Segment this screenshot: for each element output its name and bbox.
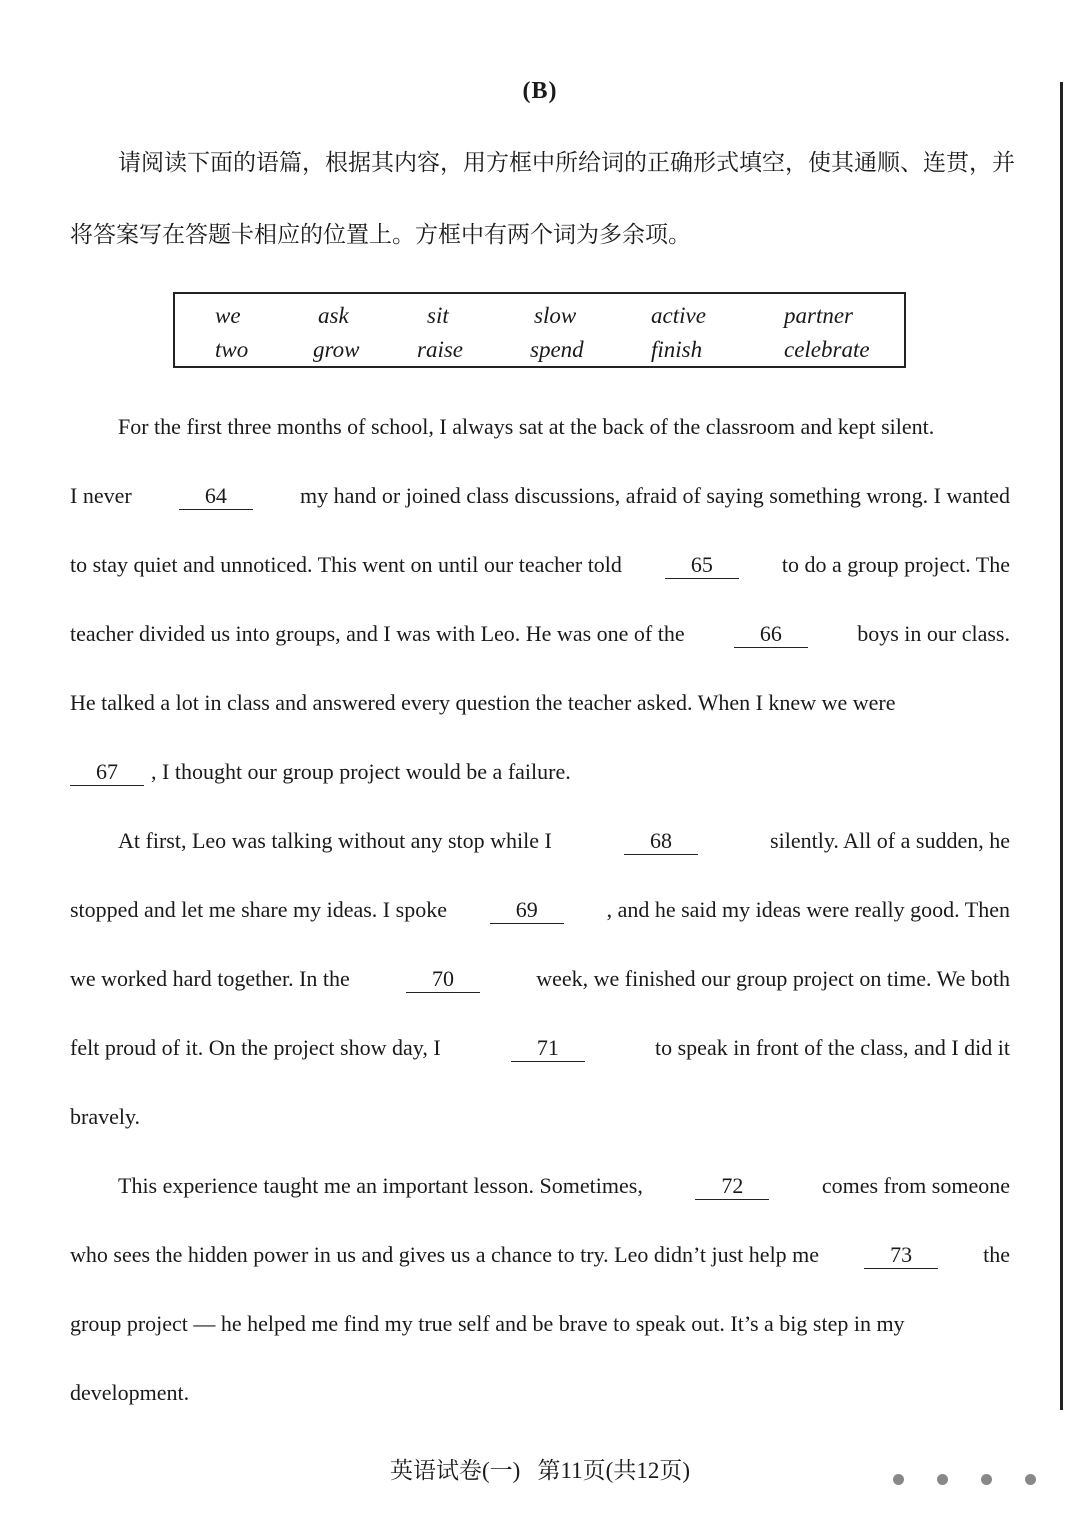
passage-line: This experience taught me an important lesson. Sometimes, 72 comes from someone: [118, 1173, 1010, 1198]
answer-blank-72[interactable]: 72: [695, 1173, 769, 1200]
passage-line: For the first three months of school, I always sat at the back of the classroom and kept silent.: [118, 414, 935, 439]
passage-line: felt proud of it. On the project show day, I 71 to speak in front of the class, and I did it: [70, 1035, 1010, 1060]
passage-line: bravely.: [70, 1104, 141, 1129]
answer-blank-65[interactable]: 65: [665, 552, 739, 579]
passage-line: to stay quiet and unnoticed. This went on until our teacher told 65 to do a group project. The: [70, 552, 1010, 577]
answer-blank-67[interactable]: 67: [70, 759, 144, 786]
word-option: finish: [651, 337, 703, 362]
dot-icon: [893, 1474, 904, 1485]
word-option: active: [651, 303, 706, 328]
answer-blank-70[interactable]: 70: [406, 966, 480, 993]
passage-line: At first, Leo was talking without any stop while I 68 silently. All of a sudden, he: [118, 828, 1010, 853]
passage-line: who sees the hidden power in us and gives us a chance to try. Leo didn’t just help me 73 the: [70, 1242, 1010, 1267]
page-footer: 英语试卷(一) 第11页(共12页): [389, 1458, 691, 1483]
word-option: we: [215, 303, 241, 328]
passage-line: teacher divided us into groups, and I was with Leo. He was one of the 66 boys in our class.: [70, 621, 1010, 646]
word-box: [173, 292, 906, 368]
margin-rule: [1060, 82, 1063, 1410]
word-option: slow: [534, 303, 577, 328]
word-option: sit: [427, 303, 449, 328]
passage-line: we worked hard together. In the 70 week, we finished our group project on time. We both: [70, 966, 1010, 991]
dot-icon: [937, 1474, 948, 1485]
passage-line: I never 64 my hand or joined class discussions, afraid of saying something wrong. I wanted: [70, 483, 1010, 508]
passage-line: group project — he helped me find my true self and be brave to speak out. It’s a big step in my: [70, 1311, 905, 1336]
dot-icon: [1025, 1474, 1036, 1485]
answer-blank-68[interactable]: 68: [624, 828, 698, 855]
answer-blank-64[interactable]: 64: [179, 483, 253, 510]
passage-line: 67 , I thought our group project would be a failure.: [70, 755, 1010, 789]
answer-blank-66[interactable]: 66: [734, 621, 808, 648]
answer-blank-71[interactable]: 71: [511, 1035, 585, 1062]
word-option: spend: [530, 337, 584, 362]
passage-line: stopped and let me share my ideas. I spoke 69 , and he said my ideas were really good. Then: [70, 897, 1010, 922]
word-option: grow: [313, 337, 360, 362]
section-label: (B): [522, 78, 558, 104]
instruction-line-2: 将答案写在答题卡相应的位置上。方框中有两个词为多余项。: [70, 222, 691, 247]
word-option: celebrate: [784, 337, 870, 362]
word-option: two: [215, 337, 249, 362]
word-option: ask: [318, 303, 349, 328]
passage-line: He talked a lot in class and answered every question the teacher asked. When I knew we were: [70, 690, 896, 715]
word-option: raise: [417, 337, 463, 362]
word-option: partner: [784, 303, 853, 328]
more-dots-icon: [893, 1474, 1036, 1485]
answer-blank-69[interactable]: 69: [490, 897, 564, 924]
passage-line: development.: [70, 1380, 190, 1405]
instruction-line-1: 请阅读下面的语篇，根据其内容，用方框中所给词的正确形式填空，使其通顺、连贯，并: [118, 150, 1015, 175]
answer-blank-73[interactable]: 73: [864, 1242, 938, 1269]
dot-icon: [981, 1474, 992, 1485]
